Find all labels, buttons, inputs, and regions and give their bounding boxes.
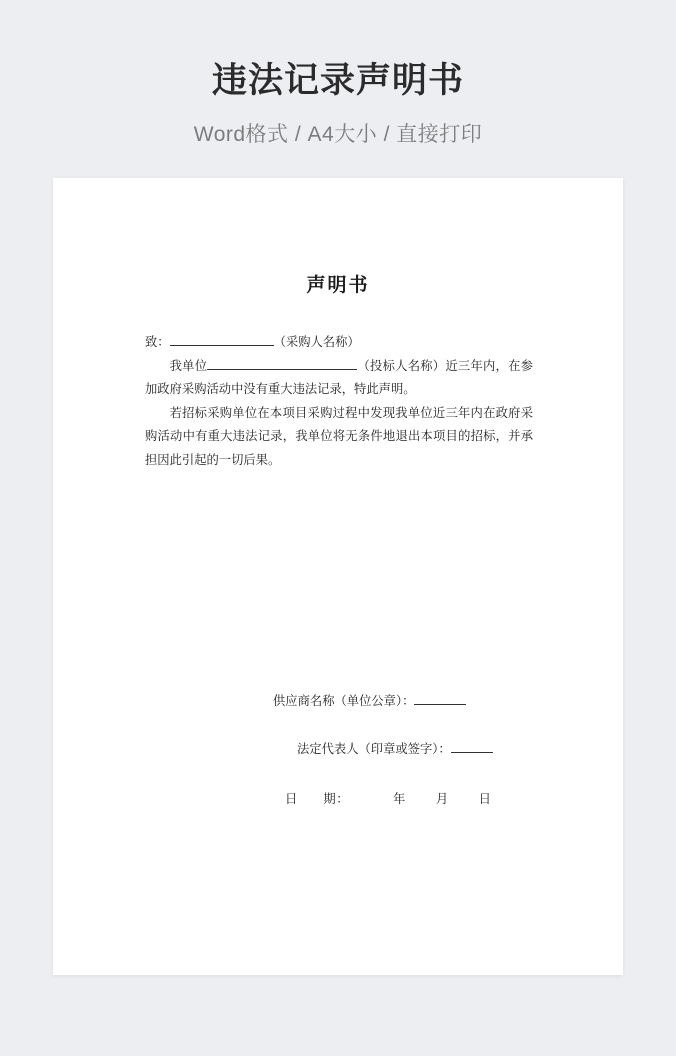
document-title: 声明书 (306, 274, 370, 296)
date-day-label: 日 (478, 791, 492, 806)
unit-blank (207, 356, 357, 369)
date-label: 日 期： (285, 791, 349, 806)
legal-representative-line (145, 709, 575, 757)
supplier-name-label: 供应商名称（单位公章）： (273, 693, 415, 708)
supplier-name-blank (414, 691, 466, 704)
addressee-line (145, 331, 533, 355)
declaration-paragraph-1 (145, 355, 533, 402)
date-line (145, 757, 575, 807)
unit-note: （投标人名称）近三年内，在 (357, 358, 521, 373)
unit-continued: 参加政府采购活动中没有重大违法记录，特此声明。 (145, 358, 533, 397)
legal-representative-label: 法定代表人（印章或签字）： (297, 741, 451, 756)
unit-prefix: 我单位 (169, 358, 208, 373)
signature-block (145, 473, 575, 807)
addressee-label: 致： (145, 335, 170, 349)
page-subtitle: Word格式 / A4大小 / 直接打印 (193, 123, 483, 146)
document-sheet (53, 178, 623, 975)
page-title: 违法记录声明书 (211, 61, 464, 100)
legal-representative-blank (451, 739, 493, 752)
addressee-note: （采购人名称） (273, 335, 360, 349)
declaration-paragraph-2: 若招标采购单位在本项目采购过程中发现我单位近三年内在政府采购活动中有重大违法记录，我单位将无条件地退出本项目的招标，并承担因此引起的一切后果。 (145, 405, 533, 468)
addressee-blank (170, 333, 274, 346)
document-body (145, 297, 533, 473)
supplier-name-line (145, 473, 575, 709)
preview-header (0, 0, 676, 148)
date-year-label: 年 (393, 791, 406, 806)
date-month-label: 月 (435, 791, 449, 806)
